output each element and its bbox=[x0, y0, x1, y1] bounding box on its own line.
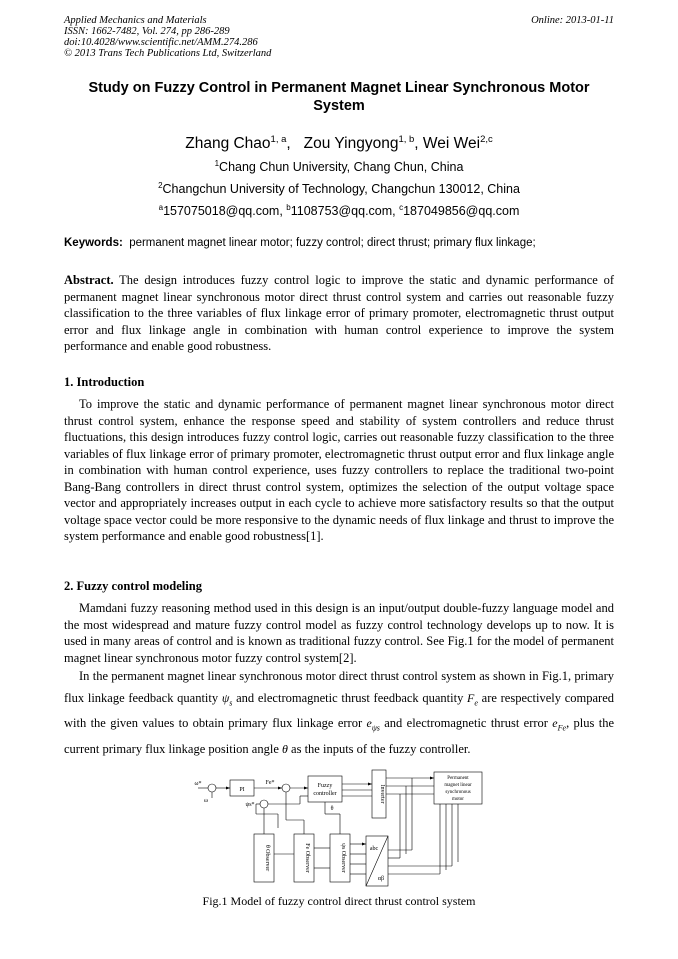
math-symbol: $\psi_s$ bbox=[221, 690, 233, 707]
motor-label-4: motor bbox=[452, 797, 464, 802]
journal-copyright: © 2013 Trans Tech Publications Ltd, Switzerland bbox=[64, 48, 272, 59]
section-paragraph: Mamdani fuzzy reasoning method used in this design is an input/output double-fuzzy language model and the most widespread and mature fuzzy control model as fuzzy control technology develops up to now. It is used in many areas of control and is known as traditional fuzzy control. See Fig.1 for the model of permanent magnet linear synchronous motor fuzzy control system[2]. bbox=[64, 601, 614, 665]
summing-junction bbox=[260, 800, 268, 808]
block-diagram bbox=[190, 768, 490, 888]
abstract bbox=[64, 272, 614, 355]
email-link[interactable]: 1108753@qq.com, bbox=[290, 204, 400, 219]
motor-label-2: magnet linear bbox=[444, 783, 472, 788]
summing-junction bbox=[208, 784, 216, 792]
motor-label-1: Permanent bbox=[447, 776, 469, 781]
fe-observer-label: Fe Observer bbox=[304, 843, 310, 873]
author-emails: $^a$157075018@qq.com, $^b$1108753@qq.com, $^c$187049856@qq.com bbox=[158, 203, 520, 219]
author-sup: 1, a bbox=[270, 134, 287, 145]
journal-name: Applied Mechanics and Materials bbox=[64, 15, 207, 26]
inverter-label: Inverter bbox=[379, 784, 385, 804]
keywords-label: Keywords: bbox=[64, 237, 123, 249]
psi-ref-label: ψs* bbox=[245, 802, 255, 808]
paper-title-line2: System bbox=[313, 98, 365, 114]
keywords-text: permanent magnet linear motor; fuzzy control; direct thrust; primary flux linkage; bbox=[129, 237, 536, 249]
math-symbol: θ bbox=[282, 742, 288, 757]
section-paragraph: In the permanent magnet linear synchronous motor direct thrust control system as shown in Fig.1, primary flux linkage feedback quantity $\psi_s$ and electromagnetic thrust feedback quantity $F_e$ are respectively compared with the given values to obtain primary flux linkage error $e_{\psi s}$ and electromagnetic thrust error $e_{Fe}$, plus the current primary flux linkage position angle θ as the inputs of the fuzzy controller. bbox=[64, 669, 615, 757]
summing-junction bbox=[282, 784, 290, 792]
theta-observer-label: θ Observer bbox=[264, 844, 270, 872]
section-paragraph: To improve the static and dynamic performance of permanent magnet linear synchronous motor direct thrust control system, enhance the response speed and stability of system controllers and reduce thrust fluctuations, this design introduces fuzzy control logic, carries out reasonable fuzzy classification to the three variables of flux linkage error of primary promoter, electromagnetic thrust output error and flux linkage angle in combination with human control experience, uses fuzzy controllers to replace the traditional two-point Bang-Bang controllers in direct thrust control system, optimizes the selection of the output voltage space vector and appropriately increases output in each cycle to achieve more satisfactory results so that the output voltage space vector could be more responsive to the dynamic needs of flux linkage and thrust to improve the system performance and enable good robustness[1]. bbox=[64, 397, 614, 543]
journal-doi: doi:10.4028/www.scientific.net/AMM.274.286 bbox=[64, 37, 258, 48]
section-heading: 1. Introduction bbox=[64, 375, 145, 389]
theta-observer-block bbox=[254, 834, 274, 882]
figure-caption: Fig.1 Model of fuzzy control direct thrust control system bbox=[202, 894, 476, 908]
author-list: Zhang Chao$^{1, a}$, Zou Yingyong$^{1, b}$, Wei Wei$^{2,c}$ bbox=[185, 134, 493, 153]
theta-label: θ bbox=[330, 806, 334, 812]
fe-ref-label: Fe* bbox=[265, 780, 275, 786]
author-sup: 1, b bbox=[398, 134, 415, 145]
motor-label-3: synchronous bbox=[445, 790, 471, 795]
author-name: Wei Wei bbox=[422, 135, 481, 153]
affiliation-2: $^2$Changchun University of Technology, Changchun 130012, China bbox=[158, 181, 520, 197]
paper-title bbox=[58, 79, 620, 115]
author-name: Zou Yingyong bbox=[303, 135, 399, 153]
paper-title-line1: Study on Fuzzy Control in Permanent Magnet Linear Synchronous Motor bbox=[88, 80, 590, 96]
fuzzy-controller-block bbox=[308, 776, 342, 802]
abc-label: abc bbox=[369, 846, 379, 852]
psi-observer-label: ψs Observer bbox=[340, 843, 346, 873]
abstract-text: The design introduces fuzzy control logic to improve the static and dynamic performance of permanent magnet linear synchronous motor direct thrust control system and carries out reasonable fuzzy classification to the three variables of flux linkage error of primary promoter, electromagnetic thrust output error and flux linkage angle in combination with human control experience to improve the system performance and enable good robustness. bbox=[64, 273, 614, 353]
fuzzy-label-1: Fuzzy bbox=[317, 783, 333, 789]
journal-issn: ISSN: 1662-7482, Vol. 274, pp 286-289 bbox=[64, 26, 230, 37]
email-link[interactable]: 187049856@qq.com bbox=[403, 204, 520, 219]
omega-ref-label: ω* bbox=[194, 781, 202, 787]
alpha-beta-label: αβ bbox=[377, 876, 385, 882]
section-heading: 2. Fuzzy control modeling bbox=[64, 579, 202, 593]
online-date: Online: 2013-01-11 bbox=[531, 15, 614, 26]
math-symbol: $e_{\psi s}$ bbox=[366, 716, 380, 733]
pi-label: PI bbox=[239, 787, 245, 793]
omega-label: ω bbox=[204, 798, 208, 804]
keywords bbox=[64, 236, 624, 250]
author-name: Zhang Chao bbox=[185, 135, 271, 153]
psi-observer-block bbox=[330, 834, 350, 882]
email-link[interactable]: 157075018@qq.com, bbox=[163, 204, 287, 219]
fe-observer-block bbox=[294, 834, 314, 882]
abstract-label: Abstract. bbox=[64, 273, 114, 287]
math-symbol: $F_e$ bbox=[467, 690, 478, 707]
math-symbol: $e_{Fe}$ bbox=[552, 716, 567, 733]
affiliation-1: $^1$Chang Chun University, Chang Chun, China bbox=[214, 159, 464, 175]
fuzzy-label-2: controller bbox=[313, 791, 337, 797]
author-sup: 2,c bbox=[480, 134, 493, 145]
journal-header bbox=[64, 15, 271, 59]
